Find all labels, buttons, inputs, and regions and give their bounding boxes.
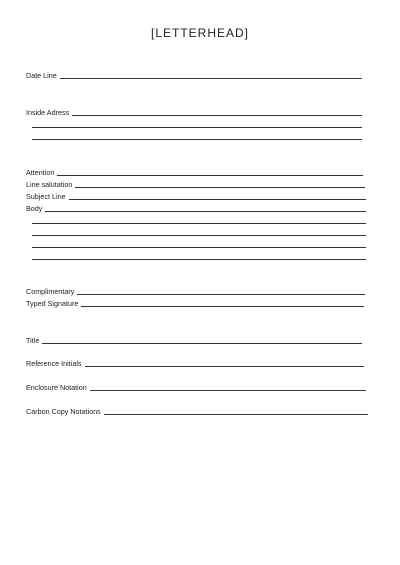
inside-address-blank-2 xyxy=(32,127,362,128)
typed-signature-blank xyxy=(81,306,364,307)
letterhead-placeholder: [LETTERHEAD] xyxy=(150,26,249,40)
inside-address-field xyxy=(26,108,362,117)
inside-address-blank xyxy=(72,115,362,116)
typed-signature-label: Typed Signature xyxy=(26,299,79,308)
title-blank xyxy=(42,343,362,344)
body-blank-2 xyxy=(32,223,366,224)
complimentary-field xyxy=(26,287,365,296)
body-blank-3 xyxy=(32,235,366,236)
subject-line-label: Subject Line xyxy=(26,192,66,201)
carbon-copy-notations-blank xyxy=(104,414,368,415)
body-blank-5 xyxy=(32,259,366,260)
typed-signature-field xyxy=(26,299,364,308)
reference-initials-blank xyxy=(85,366,364,367)
subject-line-blank xyxy=(69,199,366,200)
body-blank xyxy=(45,211,366,212)
date-line-label: Date Line xyxy=(26,71,57,80)
complimentary-blank xyxy=(77,294,365,295)
title-label: Title xyxy=(26,336,40,345)
body-label: Body xyxy=(26,204,43,213)
attention-blank xyxy=(57,175,363,176)
carbon-copy-notations-label: Carbon Copy Notations xyxy=(26,407,101,416)
attention-label: Attention xyxy=(26,168,55,177)
line-salutation-blank xyxy=(75,187,365,188)
body-blank-4 xyxy=(32,247,366,248)
title-field xyxy=(26,336,362,345)
enclosure-notation-label: Enclosure Notation xyxy=(26,383,87,392)
subject-line-field xyxy=(26,192,366,201)
complimentary-label: Complimentary xyxy=(26,287,75,296)
enclosure-notation-field xyxy=(26,383,366,392)
reference-initials-field xyxy=(26,359,364,368)
date-line-field xyxy=(26,71,362,80)
reference-initials-label: Reference Initials xyxy=(26,359,82,368)
body-field xyxy=(26,204,366,213)
inside-address-blank-3 xyxy=(32,139,362,140)
attention-field xyxy=(26,168,363,177)
inside-address-label: Inside Adress xyxy=(26,108,70,117)
carbon-copy-notations-field xyxy=(26,407,368,416)
line-salutation-label: Line salutation xyxy=(26,180,73,189)
date-line-blank xyxy=(60,78,362,79)
enclosure-notation-blank xyxy=(90,390,366,391)
line-salutation-field xyxy=(26,180,365,189)
